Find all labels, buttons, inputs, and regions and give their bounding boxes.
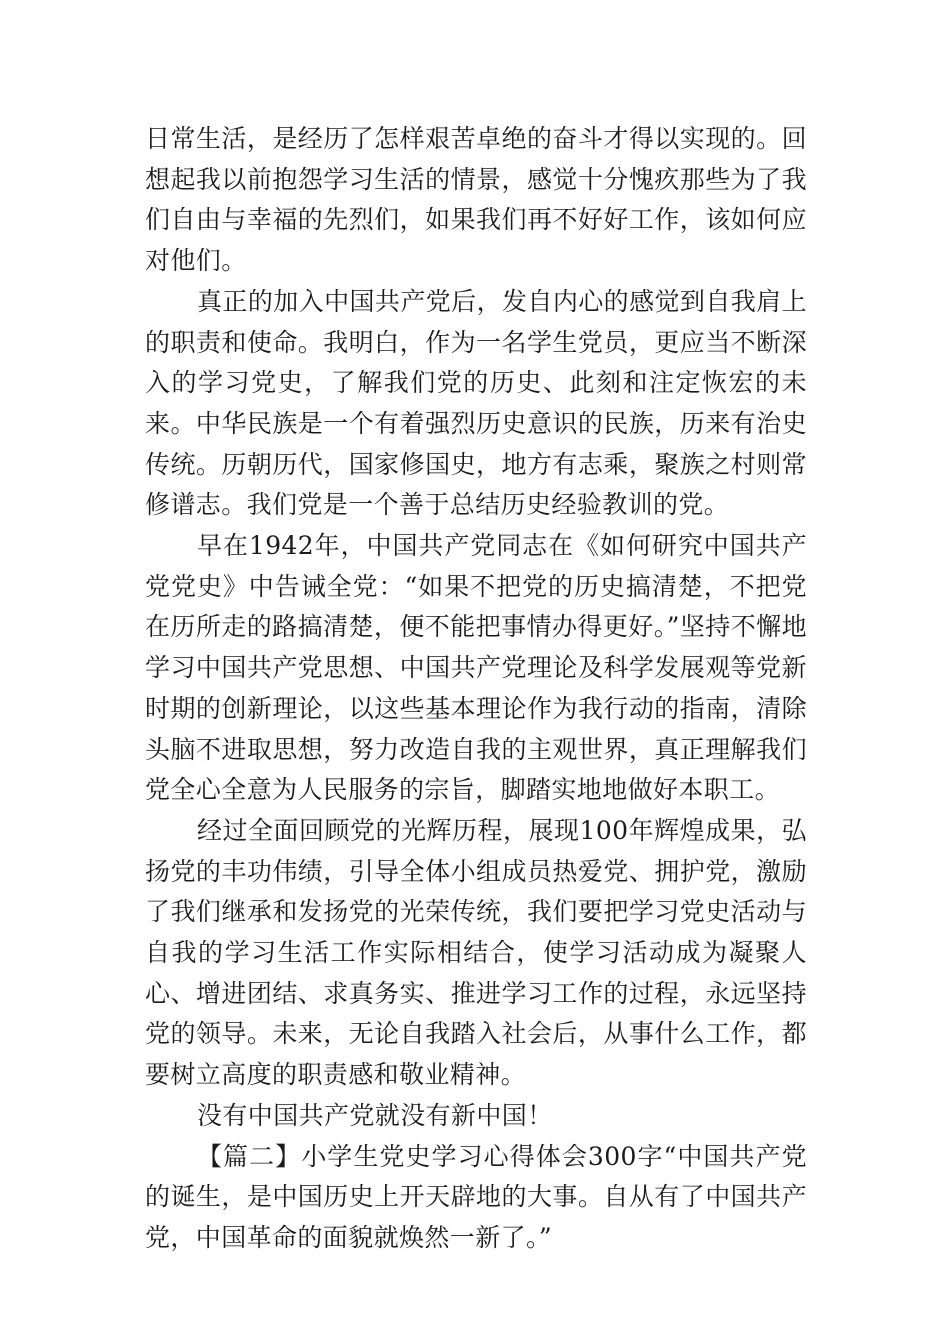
paragraph-4: 经过全面回顾党的光辉历程，展现100年辉煌成果，弘扬党的丰功伟绩，引导全体小组成员热爱党、拥护党，激励了我们继承和发扬党的光荣传统，我们要把学习党史活动与自我的学习生活工作实际相结合，使学习活动成为凝聚人心、增进团结、求真务实、推进学习工作的过程，永远坚持党的领导。未来，无论自我踏入社会后，从事什么工作，都要树立高度的职责感和敬业精神。: [145, 815, 807, 1090]
paragraph-2: 真正的加入中国共产党后，发自内心的感觉到自我肩上的职责和使命。我明白，作为一名学生党员，更应当不断深入的学习党史，了解我们党的历史、此刻和注定恢宏的未来。中华民族是一个有着强烈历史意识的民族，历来有治史传统。历朝历代，国家修国史，地方有志乘，聚族之村则常修谱志。我们党是一个善于总结历史经验教训的党。: [145, 286, 807, 520]
paragraph-5: 没有中国共产党就没有新中国！: [197, 1100, 553, 1130]
paragraph-3: 早在1942年，中国共产党同志在《如何研究中国共产党党史》中告诫全党：“如果不把党的历史搞清楚，不把党在历所走的路搞清楚，便不能把事情办得更好。”坚持不懈地学习中国共产党思想、中国共产党理论及科学发展观等党新时期的创新理论，以这些基本理论作为我行动的指南，清除头脑不进取思想，努力改造自我的主观世界，真正理解我们党全心全意为人民服务的宗旨，脚踏实地地做好本职工。: [145, 531, 807, 805]
paragraph-6: 【篇二】小学生党史学习心得体会300字“中国共产党的诞生，是中国历史上开天辟地的大事。自从有了中国共产党，中国革命的面貌就焕然一新了。”: [145, 1141, 807, 1252]
document-body: [145, 119, 807, 1259]
paragraph-1: 日常生活，是经历了怎样艰苦卓绝的奋斗才得以实现的。回想起我以前抱怨学习生活的情景，感觉十分愧疚那些为了我们自由与幸福的先烈们，如果我们再不好好工作，该如何应对他们。: [145, 124, 807, 276]
